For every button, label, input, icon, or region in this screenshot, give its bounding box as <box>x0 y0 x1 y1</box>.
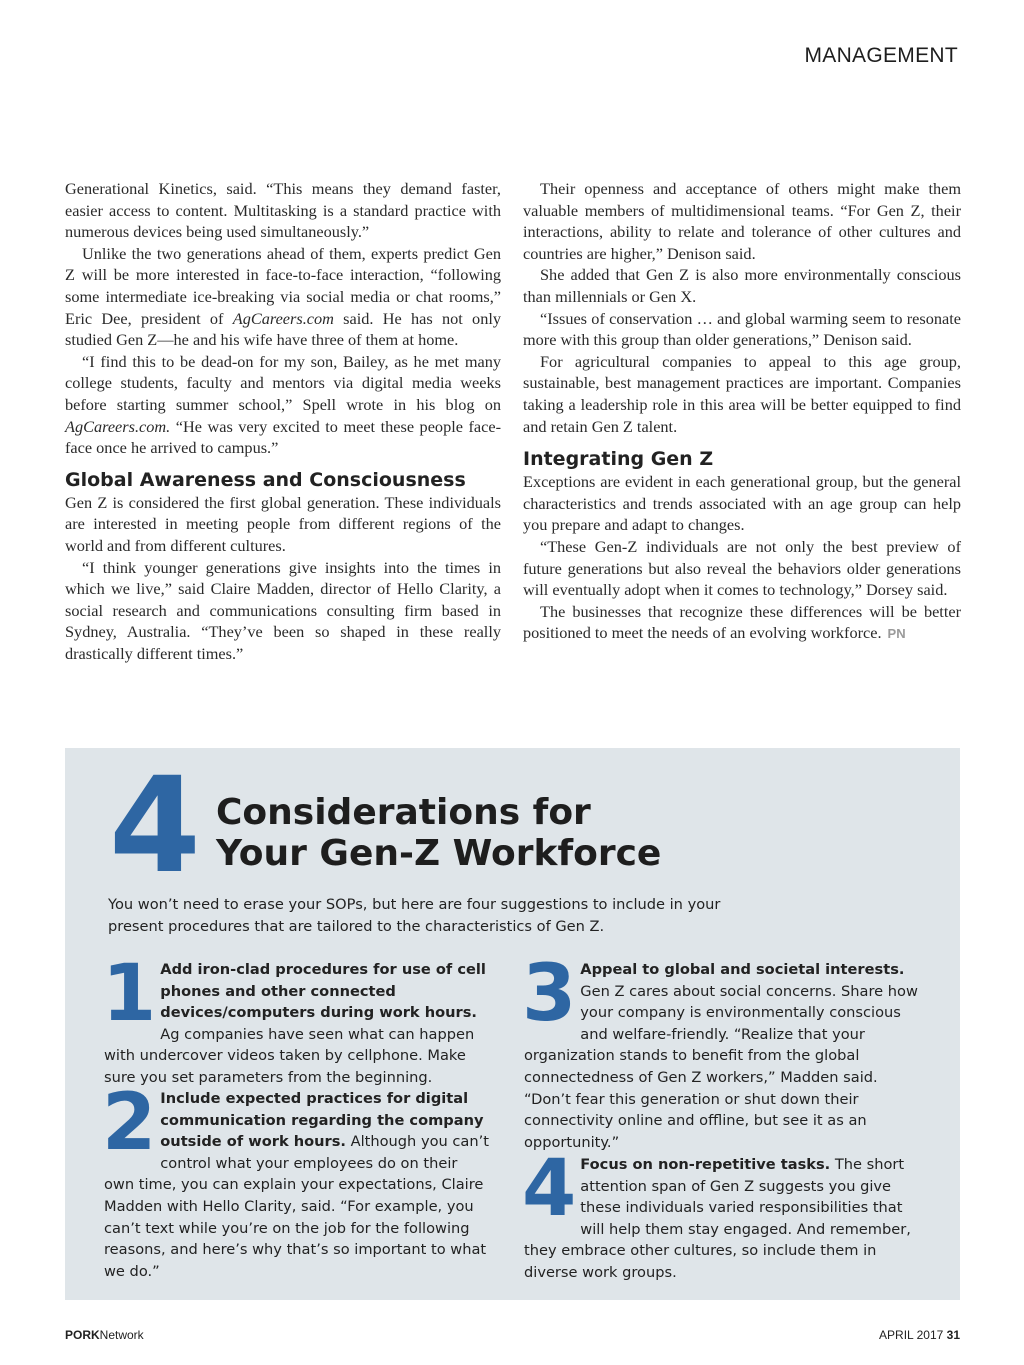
box-title <box>216 792 661 874</box>
tip-item <box>102 949 492 1089</box>
box-intro: You won’t need to erase your SOPs, but here are four suggestions to include in your present procedures that are tailored to the characteristics of Gen Z. <box>108 896 721 935</box>
box-title-line: Considerations for <box>216 792 591 833</box>
paragraph: Their openness and acceptance of others might make them valuable members of multidimensional teams. “For Gen Z, their interactions, ability to relate and tolerance of other cultures and countries are higher,” Denison said. <box>523 179 961 263</box>
tip-number: 2 <box>102 1078 157 1168</box>
tip-lead: Include expected practices for digital communication regarding the company outside of work hours. <box>160 1090 484 1151</box>
website-name: AgCareers.com <box>232 308 334 328</box>
paragraph: Gen Z is considered the first global generation. These individuals are interested in meeting people from different regions of the world and from different cultures. <box>65 492 501 555</box>
tip-lead: Add iron-clad procedures for use of cell phones and other connected devices/computers during work hours. <box>160 961 486 1022</box>
paragraph: “I find this to be dead-on for my son, Bailey, as he met many college students, faculty and mentors via digital media weeks before starting summer school,” Spell wrote in his blog on AgCareers.com. “He was very excited to meet these people face-face once he arrived to campus.” <box>65 351 501 458</box>
left-column <box>65 178 501 664</box>
paragraph: “These Gen-Z individuals are not only the best preview of future generations but also reveal the behaviors older generations will eventually adopt when it comes to technology,” Dorsey said. <box>523 536 961 600</box>
tip-number: 1 <box>102 949 157 1039</box>
paragraph: She added that Gen Z is also more environmentally conscious than millennials or Gen X. <box>523 265 961 306</box>
tip-item <box>522 1144 922 1284</box>
tip-number: 4 <box>522 1144 577 1234</box>
tip-body: Although you can’t control what your employees do on their own time, you can explain your expectations, Claire Madden with Hello Clarity, said. “For example, you can’t text while you’re on the job for the following reasons, and here’s why that’s so important to what we do.” <box>104 1133 489 1280</box>
paragraph: Exceptions are evident in each generational group, but the general characteristics and trends associated with an age group can help you prepare and adapt to changes. <box>523 472 961 535</box>
paragraph: Generational Kinetics, said. “This means they demand faster, easier access to content. Multitasking is a standard practice with numerous devices being used simultaneously.” <box>65 179 501 242</box>
paragraph: “I think younger generations give insights into the times in which we live,” said Claire Madden, director of Hello Clarity, a social research and communications consulting firm based in Sydney, Australia. “They’ve been so shaped in these really drastically different times.” <box>65 557 501 663</box>
tip-lead: Appeal to global and societal interests. <box>580 961 905 978</box>
page-number: 31 <box>946 1328 960 1342</box>
tip-body: Gen Z cares about social concerns. Share how your company is environmentally conscious and welfare-friendly. “Realize that your organization stands to benefit from the global connectedness of Gen Z workers,” Madden said. “Don’t fear this generation or shut down their connectivity online and offline, but see it as an opportunity.” <box>524 982 918 1151</box>
website-name: AgCareers.com. <box>65 416 171 436</box>
paragraph: The businesses that recognize these differences will be better positioned to meet the needs of an evolving workforce. PN <box>523 601 961 643</box>
tip-number: 3 <box>522 949 577 1039</box>
paragraph: Unlike the two generations ahead of them, experts predict Gen Z will be more interested in face-to-face interaction, “following some intermediate ice-breaking via social media or chat rooms,” Eric Dee, president of AgCareers.com said. He has not only studied Gen Z—he and his wife have three of them at home. <box>65 243 502 350</box>
section-label: MANAGEMENT <box>804 44 958 67</box>
section-heading: Global Awareness and Consciousness <box>65 468 466 491</box>
tip-body: The short attention span of Gen Z suggests you give these individuals varied responsibilities that will help them stay engaged. And remember, they embrace other cultures, so include them in diverse work groups. <box>524 1156 911 1281</box>
section-heading: Integrating Gen Z <box>523 448 714 471</box>
issue-date: APRIL 2017 <box>879 1328 944 1342</box>
tip-item <box>522 949 922 1153</box>
right-column <box>523 178 961 645</box>
paragraph: For agricultural companies to appeal to this age group, sustainable, best management practices are important. Companies taking a leadership role in this area will be better equipped to find and retain Gen Z talent. <box>523 351 961 436</box>
footer-page <box>879 1328 960 1342</box>
end-mark: PN <box>887 626 906 642</box>
box-title-line: Your Gen-Z Workforce <box>216 833 662 874</box>
tip-body: Ag companies have seen what can happen with undercover videos taken by cellphone. Make sure you set parameters from the beginning. <box>104 1025 475 1086</box>
tip-lead: Focus on non-repetitive tasks. <box>580 1156 831 1173</box>
paragraph: “Issues of conservation … and global warming seem to resonate more with this group than older generations,” Denison said. <box>523 308 961 350</box>
box-big-number: 4 <box>109 749 201 903</box>
considerations-box <box>65 748 960 1300</box>
footer-brand: PORKNetwork <box>65 1328 144 1342</box>
tip-item <box>102 1078 492 1282</box>
